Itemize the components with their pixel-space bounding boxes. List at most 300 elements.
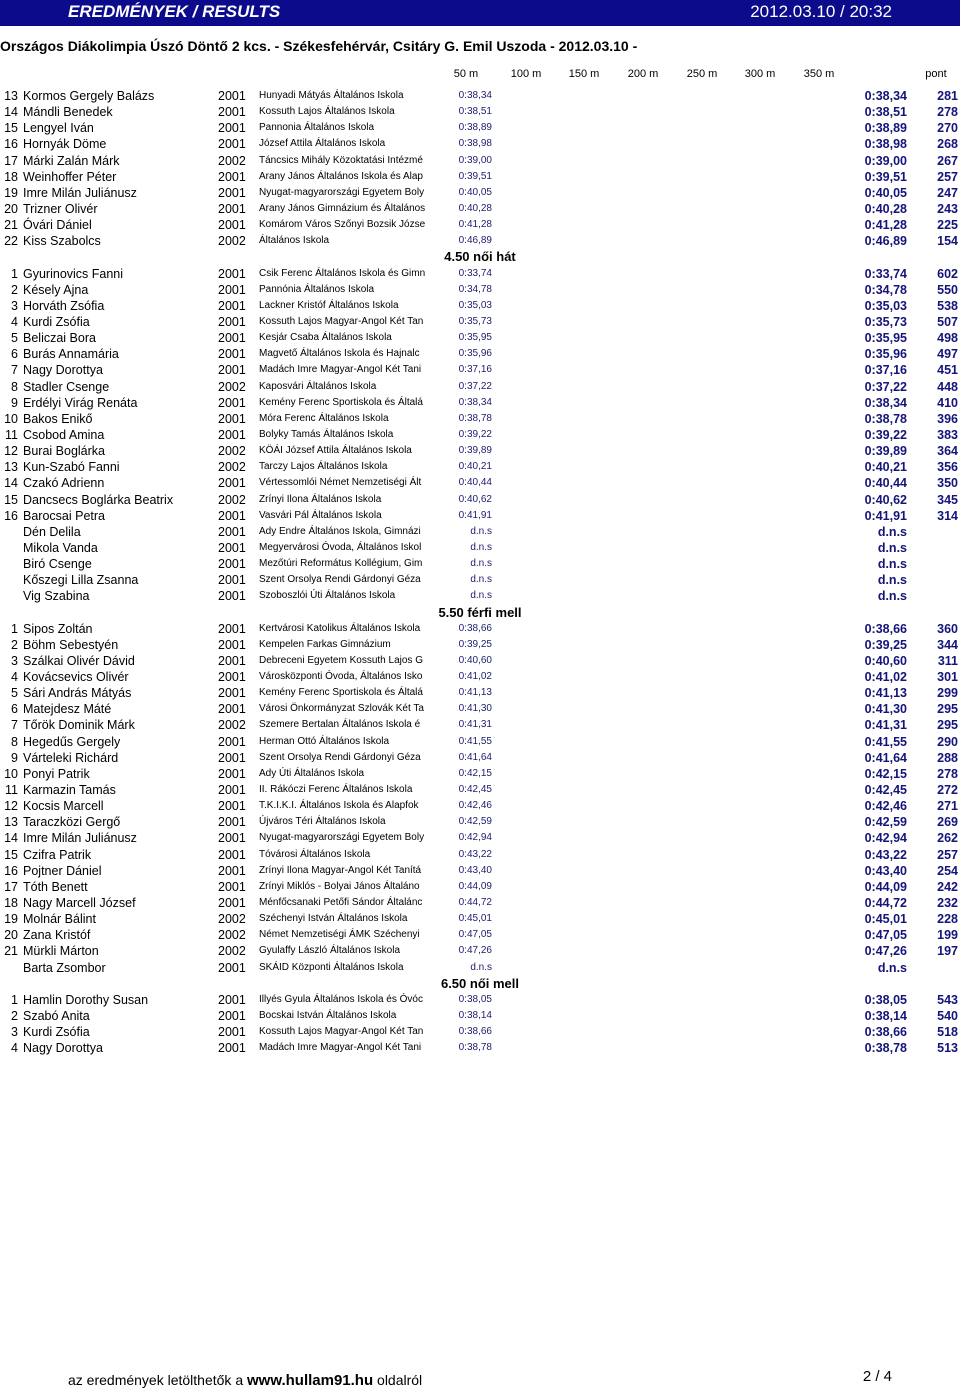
birth-year: 2001	[218, 282, 246, 297]
split-50m: 0:40,60	[458, 654, 492, 666]
swimmer-name: Erdélyi Virág Renáta	[23, 395, 138, 410]
split-50m: 0:38,78	[458, 1042, 492, 1054]
table-row	[0, 524, 960, 540]
place-cell: 15	[4, 121, 18, 136]
swimmer-name: Molnár Bálint	[23, 912, 96, 927]
points-cell: 270	[937, 121, 958, 136]
school-name: Nyugat-magyarországi Egyetem Boly	[259, 832, 425, 844]
birth-year: 2001	[218, 1041, 246, 1056]
place-cell: 20	[4, 928, 18, 943]
final-time: 0:43,40	[864, 863, 907, 878]
download-note-prefix: az eredmények letölthetők a	[68, 1372, 244, 1388]
table-row	[0, 88, 960, 104]
split-50m: 0:39,00	[458, 154, 492, 166]
birth-year: 2001	[218, 169, 246, 184]
birth-year: 2002	[218, 912, 246, 927]
final-time: 0:38,14	[864, 1009, 907, 1024]
points-cell: 272	[937, 783, 958, 798]
school-name: Kertvárosi Katolikus Általános Iskola	[259, 622, 421, 634]
place-cell: 1	[11, 266, 18, 281]
split-50m: 0:43,40	[458, 864, 492, 876]
school-name: SKÁID Központi Általános Iskola	[259, 961, 404, 973]
place-cell: 1	[11, 621, 18, 636]
place-cell: 22	[4, 234, 18, 249]
swimmer-name: Hornyák Döme	[23, 137, 107, 152]
split-50m: 0:42,94	[458, 832, 492, 844]
table-row	[0, 169, 960, 185]
split-50m: d.n.s	[470, 574, 492, 586]
final-time: 0:38,66	[864, 1025, 907, 1040]
place-cell: 16	[4, 863, 18, 878]
birth-year: 2001	[218, 702, 246, 717]
points-cell: 290	[937, 734, 958, 749]
school-name: Kemény Ferenc Sportiskola és Általá	[259, 687, 423, 699]
swimmer-name: Weinhoffer Péter	[23, 169, 117, 184]
points-cell: 257	[937, 847, 958, 862]
final-time: 0:44,72	[864, 896, 907, 911]
table-row	[0, 637, 960, 653]
table-row	[0, 1024, 960, 1040]
split-50m: 0:37,22	[458, 380, 492, 392]
swimmer-name: Barta Zsombor	[23, 960, 106, 975]
results-header-bar	[0, 0, 960, 26]
birth-year: 2001	[218, 670, 246, 685]
school-name: Magvető Általános Iskola és Hajnalc	[259, 348, 420, 360]
points-cell: 268	[937, 137, 958, 152]
split-50m: 0:37,16	[458, 364, 492, 376]
split-50m: 0:41,13	[458, 687, 492, 699]
col-200m: 200 m	[627, 68, 659, 80]
birth-year: 2001	[218, 524, 246, 539]
birth-year: 2001	[218, 266, 246, 281]
split-50m: 0:40,05	[458, 186, 492, 198]
split-50m: 0:41,02	[458, 671, 492, 683]
place-cell: 7	[11, 363, 18, 378]
split-50m: d.n.s	[470, 558, 492, 570]
final-time: 0:38,51	[864, 105, 907, 120]
school-name: Táncsics Mihály Közoktatási Intézmé	[259, 154, 423, 166]
col-points: pont	[925, 68, 947, 80]
points-cell: 271	[937, 799, 958, 814]
final-time: d.n.s	[877, 540, 907, 555]
final-time: 0:38,89	[864, 121, 907, 136]
split-50m: 0:39,51	[458, 170, 492, 182]
school-name: Herman Ottó Általános Iskola	[259, 735, 390, 747]
place-cell: 14	[4, 831, 18, 846]
table-row	[0, 992, 960, 1008]
school-name: Zrínyi Ilona Magyar-Angol Két Tanítá	[259, 864, 422, 876]
school-name: Vasvári Pál Általános Iskola	[259, 509, 382, 521]
birth-year: 2001	[218, 331, 246, 346]
final-time: 0:42,45	[864, 783, 907, 798]
place-cell: 3	[11, 298, 18, 313]
swimmer-name: Gyurinovics Fanni	[23, 266, 124, 281]
points-cell: 267	[937, 153, 958, 168]
swimmer-name: Czakó Adrienn	[23, 476, 105, 491]
school-name: Ady Úti Általános Iskola	[259, 767, 365, 779]
swimmer-name: Szabó Anita	[23, 1009, 90, 1024]
final-time: 0:41,28	[864, 218, 907, 233]
school-name: T.K.I.K.I. Általános Iskola és Alapfok	[259, 800, 419, 812]
swimmer-name: Beliczai Bora	[23, 331, 96, 346]
place-cell: 16	[4, 508, 18, 523]
swimmer-name: Nagy Dorottya	[23, 363, 103, 378]
col-350m: 350 m	[803, 68, 835, 80]
swimmer-name: Kurdi Zsófia	[23, 1025, 90, 1040]
split-50m: 0:38,66	[458, 1026, 492, 1038]
split-50m: 0:42,46	[458, 800, 492, 812]
table-row	[0, 330, 960, 346]
points-cell: 396	[937, 411, 958, 426]
place-cell: 19	[4, 912, 18, 927]
final-time: 0:37,16	[864, 363, 907, 378]
swimmer-name: Stadler Csenge	[23, 379, 110, 394]
school-name: Városközponti Óvoda, Általános Isko	[259, 671, 423, 683]
table-row	[0, 701, 960, 717]
table-row	[0, 863, 960, 879]
school-name: II. Rákóczi Ferenc Általános Iskola	[259, 784, 413, 796]
swimmer-name: Böhm Sebestyén	[23, 637, 119, 652]
split-50m: 0:41,31	[458, 719, 492, 731]
final-time: 0:43,22	[864, 847, 907, 862]
swimmer-name: Sári András Mátyás	[23, 686, 132, 701]
birth-year: 2001	[218, 896, 246, 911]
split-50m: 0:47,05	[458, 929, 492, 941]
points-cell: 345	[937, 492, 958, 507]
split-50m: 0:39,25	[458, 638, 492, 650]
birth-year: 2001	[218, 347, 246, 362]
school-name: Bocskai István Általános Iskola	[259, 1010, 397, 1022]
swimmer-name: Óvári Dániel	[23, 218, 92, 233]
school-name: Kemény Ferenc Sportiskola és Általá	[259, 396, 423, 408]
place-cell: 13	[4, 815, 18, 830]
split-50m: 0:39,22	[458, 428, 492, 440]
swimmer-name: Pojtner Dániel	[23, 863, 102, 878]
place-cell: 10	[4, 766, 18, 781]
place-cell: 21	[4, 218, 18, 233]
swimmer-name: Horváth Zsófia	[23, 298, 105, 313]
swimmer-name: Dén Delila	[23, 524, 81, 539]
split-50m: 0:41,91	[458, 509, 492, 521]
points-cell: 262	[937, 831, 958, 846]
table-row	[0, 879, 960, 895]
event-heading	[0, 249, 960, 265]
table-row	[0, 798, 960, 814]
birth-year: 2002	[218, 379, 246, 394]
school-name: Városi Önkormányzat Szlovák Két Ta	[259, 703, 424, 715]
table-row	[0, 847, 960, 863]
results-table	[0, 88, 960, 1056]
final-time: 0:35,96	[864, 347, 907, 362]
swimmer-name: Kormos Gergely Balázs	[23, 89, 155, 103]
swimmer-name: Imre Milán Juliánusz	[23, 185, 137, 200]
birth-year: 2001	[218, 589, 246, 604]
table-row	[0, 362, 960, 378]
swimmer-name: Hamlin Dorothy Susan	[23, 992, 149, 1007]
website-link[interactable]: www.hullam91.hu	[247, 1372, 374, 1389]
table-row	[0, 782, 960, 798]
points-cell: 448	[937, 379, 958, 394]
table-row	[0, 395, 960, 411]
place-cell: 11	[5, 783, 18, 798]
split-50m: 0:42,59	[458, 816, 492, 828]
split-50m: 0:41,55	[458, 735, 492, 747]
place-cell: 20	[4, 201, 18, 216]
final-time: 0:38,78	[864, 411, 907, 426]
split-50m: 0:42,45	[458, 784, 492, 796]
school-name: Kossuth Lajos Magyar-Angol Két Tan	[259, 1026, 424, 1038]
swimmer-name: Kun-Szabó Fanni	[23, 460, 120, 475]
school-name: Pannónia Általános Iskola	[259, 283, 375, 295]
print-datetime: 2012.03.10 / 20:32	[750, 2, 892, 21]
final-time: d.n.s	[877, 524, 907, 539]
table-row	[0, 960, 960, 976]
final-time: 0:41,91	[864, 508, 907, 523]
points-cell: 314	[937, 508, 958, 523]
school-name: Hunyadi Mátyás Általános Iskola	[259, 90, 404, 101]
school-name: Széchenyi István Általános Iskola	[259, 913, 408, 925]
birth-year: 2001	[218, 105, 246, 120]
points-cell: 278	[937, 105, 958, 120]
birth-year: 2001	[218, 831, 246, 846]
birth-year: 2001	[218, 637, 246, 652]
split-50m: 0:47,26	[458, 945, 492, 957]
points-cell: 197	[937, 944, 958, 959]
final-time: 0:35,03	[864, 298, 907, 313]
place-cell: 4	[11, 314, 18, 329]
table-row	[0, 750, 960, 766]
table-row	[0, 314, 960, 330]
points-cell: 364	[937, 444, 958, 459]
birth-year: 2001	[218, 766, 246, 781]
school-name: Kaposvári Általános Iskola	[259, 380, 377, 392]
place-cell: 19	[4, 185, 18, 200]
split-50m: 0:40,28	[458, 202, 492, 214]
event-title: 6.50 női mell	[440, 975, 520, 991]
table-row	[0, 185, 960, 201]
birth-year: 2001	[218, 1009, 246, 1024]
place-cell: 16	[4, 137, 18, 152]
split-50m: d.n.s	[470, 525, 492, 537]
school-name: Kesjár Csaba Általános Iskola	[259, 332, 392, 344]
birth-year: 2002	[218, 718, 246, 733]
final-time: 0:34,78	[864, 282, 907, 297]
points-cell: 540	[937, 1009, 958, 1024]
place-cell: 14	[4, 105, 18, 120]
final-time: 0:38,78	[864, 1041, 907, 1056]
swimmer-name: Mándli Benedek	[23, 105, 113, 120]
points-cell: 360	[937, 621, 958, 636]
place-cell: 2	[11, 282, 18, 297]
birth-year: 2001	[218, 573, 246, 588]
col-250m: 250 m	[686, 68, 718, 80]
points-cell: 269	[937, 815, 958, 830]
swimmer-name: Kurdi Zsófia	[23, 314, 90, 329]
table-row	[0, 621, 960, 637]
final-time: 0:40,28	[864, 201, 907, 216]
download-note-suffix: oldalról	[377, 1372, 423, 1388]
school-name: Móra Ferenc Általános Iskola	[259, 412, 389, 424]
birth-year: 2001	[218, 1025, 246, 1040]
birth-year: 2001	[218, 508, 246, 523]
place-cell: 2	[11, 637, 18, 652]
points-cell: 288	[937, 750, 958, 765]
split-50m: 0:38,66	[458, 622, 492, 634]
birth-year: 2002	[218, 928, 246, 943]
place-cell: 5	[11, 331, 18, 346]
split-50m: 0:33,74	[458, 267, 492, 279]
points-cell: 602	[937, 266, 958, 281]
swimmer-name: Késely Ajna	[23, 282, 89, 297]
final-time: 0:40,62	[864, 492, 907, 507]
table-row	[0, 653, 960, 669]
points-cell: 232	[937, 896, 958, 911]
points-cell: 295	[937, 718, 958, 733]
points-cell: 538	[937, 298, 958, 313]
final-time: 0:44,09	[864, 879, 907, 894]
school-name: Szemere Bertalan Általános Iskola é	[259, 719, 421, 731]
final-time: 0:35,73	[864, 314, 907, 329]
place-cell: 1	[11, 992, 18, 1007]
final-time: 0:39,89	[864, 444, 907, 459]
place-cell: 3	[11, 653, 18, 668]
table-row	[0, 379, 960, 395]
points-cell: 451	[937, 363, 958, 378]
final-time: 0:41,02	[864, 670, 907, 685]
swimmer-name: Sipos Zoltán	[23, 621, 93, 636]
school-name: Tóvárosi Általános Iskola	[259, 848, 371, 860]
birth-year: 2001	[218, 863, 246, 878]
points-cell: 242	[937, 879, 958, 894]
school-name: Kempelen Farkas Gimnázium	[259, 638, 391, 650]
swimmer-name: Szálkai Olivér Dávid	[23, 653, 135, 668]
table-row	[0, 1040, 960, 1056]
final-time: 0:41,64	[864, 750, 907, 765]
final-time: 0:35,95	[864, 331, 907, 346]
school-name: Szent Orsolya Rendi Gárdonyi Géza	[259, 574, 421, 586]
birth-year: 2001	[218, 540, 246, 555]
table-row	[0, 153, 960, 169]
points-cell: 154	[937, 234, 958, 249]
download-note	[68, 1372, 422, 1389]
final-time: 0:40,44	[864, 476, 907, 491]
points-cell: 543	[937, 992, 958, 1007]
place-cell: 8	[11, 379, 18, 394]
school-name: Illyés Gyula Általános Iskola és Óvóc	[259, 993, 423, 1005]
split-50m: 0:38,51	[458, 106, 492, 118]
birth-year: 2001	[218, 395, 246, 410]
place-cell: 13	[4, 460, 18, 475]
final-time: 0:38,98	[864, 137, 907, 152]
school-name: Bolyky Tamás Általános Iskola	[259, 428, 394, 440]
points-cell: 356	[937, 460, 958, 475]
event-heading	[0, 605, 960, 621]
swimmer-name: Mürkli Márton	[23, 944, 99, 959]
school-name: Német Nemzetiségi ÁMK Széchenyi	[259, 929, 420, 941]
split-50m: 0:38,34	[458, 90, 492, 101]
birth-year: 2001	[218, 476, 246, 491]
place-cell: 12	[4, 799, 18, 814]
col-300m: 300 m	[744, 68, 776, 80]
birth-year: 2001	[218, 750, 246, 765]
swimmer-name: Tőrök Dominik Márk	[23, 718, 135, 733]
place-cell: 11	[5, 427, 18, 442]
table-row	[0, 766, 960, 782]
table-row	[0, 669, 960, 685]
points-cell: 228	[937, 912, 958, 927]
split-50m: d.n.s	[470, 590, 492, 602]
swimmer-name: Hegedűs Gergely	[23, 734, 121, 749]
swimmer-name: Mikola Vanda	[23, 540, 98, 555]
place-cell: 2	[11, 1009, 18, 1024]
place-cell: 8	[11, 734, 18, 749]
birth-year: 2002	[218, 460, 246, 475]
final-time: 0:39,51	[864, 169, 907, 184]
points-cell: 301	[937, 670, 958, 685]
table-row	[0, 685, 960, 701]
birth-year: 2001	[218, 218, 246, 233]
table-row	[0, 427, 960, 443]
split-50m: 0:35,96	[458, 348, 492, 360]
final-time: 0:37,22	[864, 379, 907, 394]
table-row	[0, 120, 960, 136]
table-row	[0, 508, 960, 524]
split-50m: 0:46,89	[458, 235, 492, 247]
school-name: Zrínyi Ilona Általános Iskola	[259, 493, 382, 505]
swimmer-name: Vártelеki Richárd	[23, 750, 119, 765]
final-time: 0:42,94	[864, 831, 907, 846]
split-50m: 0:43,22	[458, 848, 492, 860]
split-50m: 0:35,73	[458, 315, 492, 327]
swimmer-name: Burai Boglárka	[23, 444, 105, 459]
event-title: 4.50 női hát	[444, 249, 516, 265]
table-row	[0, 298, 960, 314]
table-row	[0, 830, 960, 846]
final-time: 0:40,21	[864, 460, 907, 475]
place-cell: 7	[11, 718, 18, 733]
page-title: EREDMÉNYEK / RESULTS	[68, 2, 281, 21]
school-name: Mezőtúri Református Kollégium, Gim	[259, 558, 423, 570]
table-row	[0, 1008, 960, 1024]
school-name: Szent Orsolya Rendi Gárdonyi Géza	[259, 751, 421, 763]
birth-year: 2002	[218, 944, 246, 959]
school-name: Debreceni Egyetem Kossuth Lajos G	[259, 654, 423, 666]
birth-year: 2001	[218, 879, 246, 894]
birth-year: 2002	[218, 234, 246, 249]
swimmer-name: Kiss Szabolcs	[23, 234, 101, 249]
points-cell: 278	[937, 766, 958, 781]
table-row	[0, 136, 960, 152]
table-row	[0, 266, 960, 282]
points-cell: 550	[937, 282, 958, 297]
swimmer-name: Biró Csenge	[23, 557, 92, 572]
school-name: Madách Imre Magyar-Angol Két Tani	[259, 364, 422, 376]
birth-year: 2001	[218, 653, 246, 668]
final-time: 0:38,34	[864, 395, 907, 410]
final-time: 0:47,26	[864, 944, 907, 959]
split-50m: 0:44,09	[458, 880, 492, 892]
swimmer-name: Burás Annamária	[23, 347, 119, 362]
final-time: 0:38,05	[864, 992, 907, 1007]
birth-year: 2001	[218, 783, 246, 798]
split-50m: 0:40,44	[458, 477, 492, 489]
final-time: d.n.s	[877, 960, 907, 975]
final-time: 0:41,55	[864, 734, 907, 749]
split-50m: 0:38,89	[458, 122, 492, 134]
birth-year: 2001	[218, 960, 246, 975]
split-50m: 0:40,21	[458, 461, 492, 473]
birth-year: 2001	[218, 89, 246, 103]
